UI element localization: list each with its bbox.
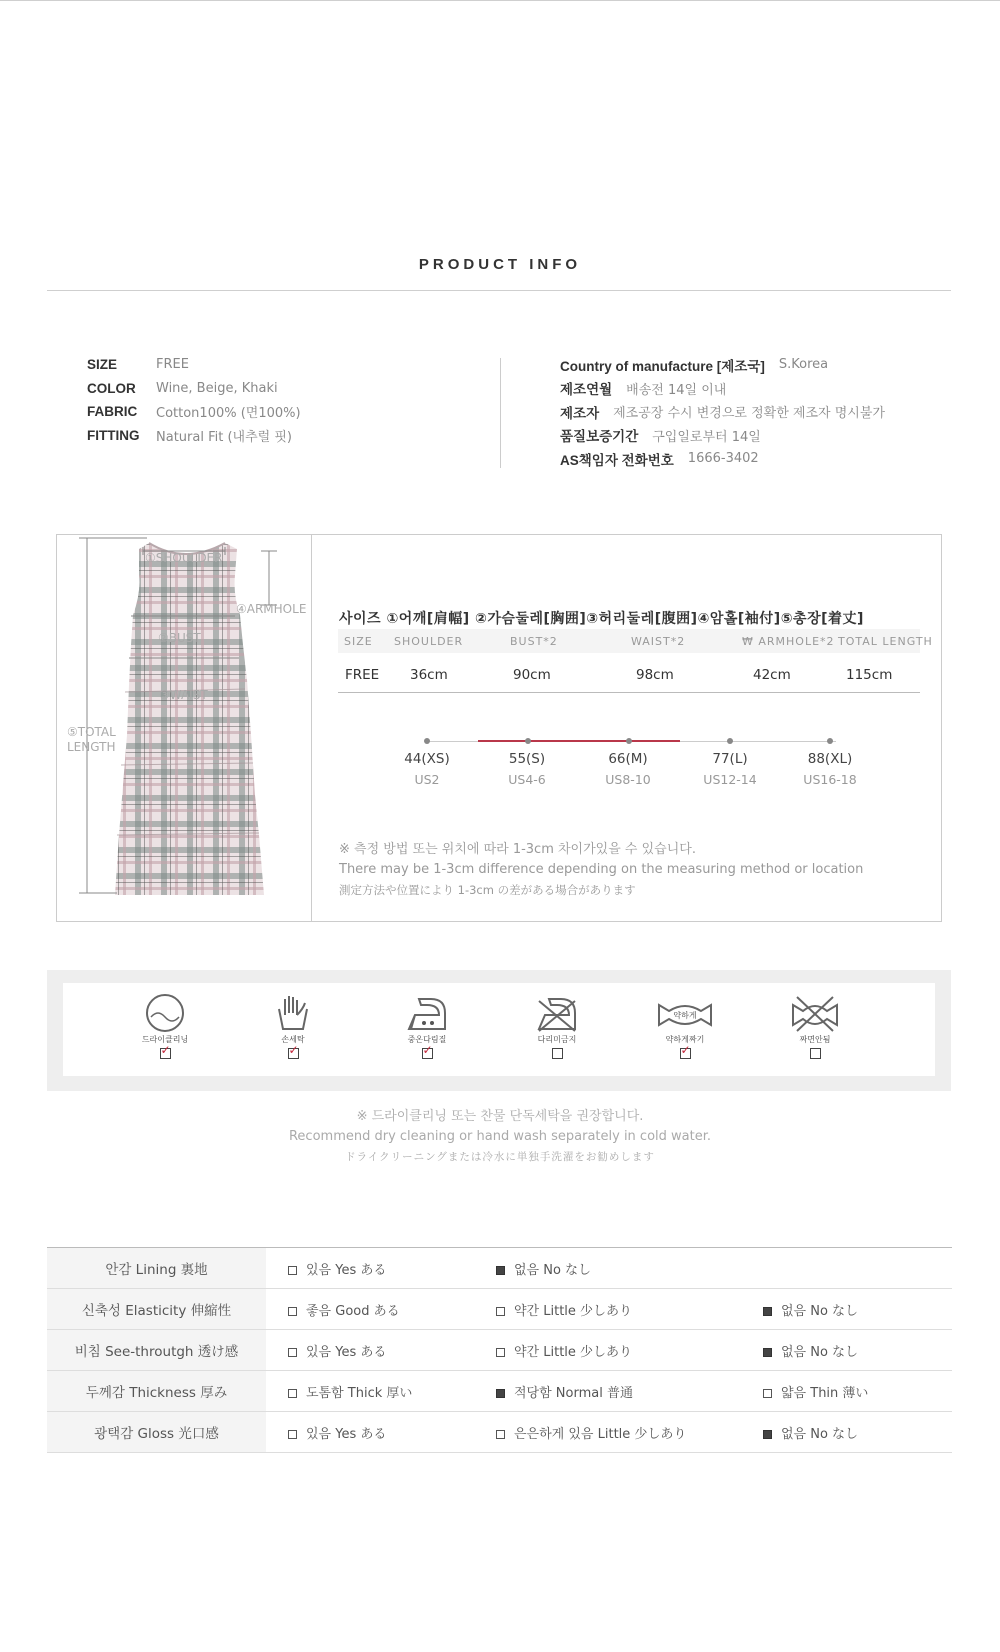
scale-size-us: US12-14	[703, 772, 757, 787]
option-checkbox[interactable]	[288, 1348, 297, 1357]
care-gentle-wring	[625, 993, 745, 1063]
table-row	[47, 1289, 952, 1330]
sub-col-waist: WAIST*2	[631, 635, 686, 648]
option-cell	[474, 1330, 741, 1371]
info-key: SIZE	[87, 357, 118, 373]
info-value: Cotton100% (면100%)	[156, 406, 301, 422]
option-cell	[266, 1248, 474, 1289]
info-row-country	[560, 353, 885, 377]
option-cell	[474, 1371, 741, 1412]
sub-col-bust: BUST*2	[510, 635, 558, 648]
option-label: 약간 Little 少しあり	[514, 1303, 633, 1319]
info-value: 1666-3402	[687, 451, 759, 467]
check-mark-icon: ✓	[160, 1043, 171, 1057]
option-cell	[741, 1412, 952, 1453]
option-checkbox[interactable]	[288, 1430, 297, 1439]
care-checkbox[interactable]	[160, 1043, 171, 1059]
option-checkbox[interactable]	[288, 1307, 297, 1316]
scale-dot	[626, 738, 632, 744]
sub-col-total: TOTAL LENGTH	[838, 635, 933, 648]
top-divider	[0, 0, 1000, 1]
info-value: 제조공장 수시 변경으로 정확한 제조자 명시불가	[613, 406, 885, 422]
option-checkbox[interactable]	[288, 1266, 297, 1275]
sub-col-armhole: ₩ ARMHOLE*2	[742, 635, 835, 648]
info-value: 구입일로부터 14일	[652, 429, 761, 445]
scale-size-kr: 55(S)	[508, 751, 546, 767]
measure-notes	[339, 840, 863, 900]
care-no-wring	[755, 993, 875, 1063]
scale-size-kr: 44(XS)	[404, 751, 450, 767]
hand-wash-icon	[271, 993, 315, 1033]
scale-dot	[727, 738, 733, 744]
option-label: 적당함 Normal 普通	[514, 1385, 633, 1401]
scale-size-us: US16-18	[803, 772, 857, 787]
option-checkbox[interactable]	[496, 1307, 505, 1316]
wash-note-en: Recommend dry cleaning or hand wash separately in cold water.	[288, 1129, 711, 1144]
dry-clean-icon	[143, 993, 187, 1033]
info-key: 제조자	[560, 405, 600, 421]
size-table-subheader	[338, 629, 933, 653]
info-value: FREE	[156, 357, 189, 373]
total-length-label-2: LENGTH	[67, 740, 116, 754]
option-checkbox[interactable]	[496, 1266, 505, 1275]
gentle-wring-icon	[655, 993, 715, 1033]
wash-note-kr: ※ 드라이클리닝 또는 찬물 단독세탁을 권장합니다.	[356, 1109, 644, 1124]
row-header-elasticity: 신축성 Elasticity 伸縮性	[47, 1289, 266, 1330]
size-table-divider	[338, 692, 920, 693]
option-checkbox[interactable]	[763, 1389, 772, 1398]
info-value: 배송전 14일 이내	[626, 382, 727, 398]
product-info-left	[87, 353, 301, 447]
scale-size-kr: 77(L)	[712, 751, 748, 767]
option-label: 좋음 Good ある	[306, 1303, 400, 1319]
scale-size-kr: 88(XL)	[807, 751, 853, 767]
wash-note-jp: ドライクリーニングまたは冷水に単独手洗濯をお勧めします	[345, 1151, 655, 1163]
section-title: PRODUCT INFO	[418, 256, 582, 273]
info-row-as-phone	[560, 447, 885, 471]
wash-notes	[0, 1107, 1000, 1167]
scale-size-kr: 66(M)	[608, 751, 648, 767]
info-key: COLOR	[87, 380, 136, 396]
scale-dot	[424, 738, 430, 744]
no-iron-icon	[535, 993, 579, 1033]
option-label: 있음 Yes ある	[306, 1344, 387, 1360]
row-header-thickness: 두께감 Thickness 厚み	[47, 1371, 266, 1412]
option-label: 얇음 Thin 薄い	[781, 1385, 869, 1401]
option-checkbox[interactable]	[496, 1430, 505, 1439]
cell-armhole: 42cm	[753, 667, 791, 683]
check-mark-icon: ✓	[422, 1043, 433, 1057]
info-row-maker	[560, 400, 885, 424]
option-label: 없음 No なし	[781, 1344, 859, 1360]
option-checkbox[interactable]	[763, 1307, 772, 1316]
table-row	[47, 1412, 952, 1453]
care-label: 다리미금지	[537, 1035, 577, 1044]
note-en: There may be 1-3cm difference depending on the measuring method or location	[339, 862, 864, 877]
title-divider	[47, 290, 951, 291]
info-value: S.Korea	[778, 357, 829, 373]
care-no-iron	[497, 993, 617, 1063]
option-cell-empty	[741, 1248, 952, 1289]
info-row-fitting	[87, 424, 301, 448]
care-checkbox[interactable]	[680, 1043, 691, 1059]
option-label: 없음 No なし	[781, 1426, 859, 1442]
info-row-fabric	[87, 400, 301, 424]
care-checkbox[interactable]	[810, 1048, 821, 1059]
option-checkbox[interactable]	[496, 1348, 505, 1357]
care-checkbox[interactable]	[552, 1048, 563, 1059]
option-label: 없음 No なし	[514, 1262, 592, 1278]
table-row	[47, 1371, 952, 1412]
waist-label: ③WAIST	[159, 688, 208, 702]
info-row-warranty	[560, 424, 885, 448]
option-cell	[741, 1371, 952, 1412]
care-label: 손세탁	[281, 1035, 305, 1044]
info-value: Wine, Beige, Khaki	[156, 380, 278, 396]
dress-measure-diagram	[57, 535, 311, 921]
scale-dot	[827, 738, 833, 744]
row-header-gloss: 광택감 Gloss 光口感	[47, 1412, 266, 1453]
option-cell	[266, 1289, 474, 1330]
size-scale-highlight	[478, 740, 680, 742]
option-label: 은은하게 있음 Little 少しあり	[514, 1426, 687, 1442]
option-label: 도톰함 Thick 厚い	[306, 1385, 413, 1401]
option-cell	[474, 1248, 741, 1289]
cell-shoulder: 36cm	[410, 667, 448, 683]
option-label: 있음 Yes ある	[306, 1262, 387, 1278]
scale-size-us: US2	[414, 772, 440, 787]
shoulder-label: ①SHOULDER	[145, 551, 223, 565]
info-key: Country of manufacture [제조국]	[560, 358, 765, 374]
option-checkbox[interactable]	[763, 1348, 772, 1357]
table-row	[47, 1248, 952, 1289]
option-label: 약간 Little 少しあり	[514, 1344, 633, 1360]
cell-bust: 90cm	[513, 667, 551, 683]
table-row	[47, 1330, 952, 1371]
product-info-right	[560, 353, 885, 471]
care-checkbox[interactable]	[422, 1043, 433, 1059]
scale-size-us: US8-10	[605, 772, 651, 787]
care-dry-clean	[105, 993, 225, 1063]
option-checkbox[interactable]	[763, 1430, 772, 1439]
total-length-label: ⑤TOTAL	[67, 725, 116, 739]
care-iron-medium	[367, 993, 487, 1063]
info-key: FABRIC	[87, 404, 138, 420]
info-row-date	[560, 377, 885, 401]
cell-size: FREE	[345, 667, 380, 683]
option-checkbox[interactable]	[288, 1389, 297, 1398]
info-value: Natural Fit (내추럴 핏)	[156, 429, 292, 445]
sub-col-shoulder: SHOULDER	[394, 635, 464, 648]
sub-col-size: SIZE	[344, 635, 373, 648]
option-cell	[474, 1412, 741, 1453]
care-label: 짜면안됨	[799, 1035, 831, 1044]
size-table-header: 사이즈 ①어깨[肩幅] ②가슴둘레[胸囲]③허리둘레[腹囲]④암홀[袖付]⑤총장[着丈]	[339, 611, 864, 627]
row-header-see-through: 비침 See-throutgh 透け感	[47, 1330, 266, 1371]
fabric-properties-table	[47, 1247, 952, 1453]
option-cell	[266, 1412, 474, 1453]
care-checkbox[interactable]	[288, 1043, 299, 1059]
info-key: 제조연월	[560, 382, 613, 398]
care-label: 중온다림질	[407, 1035, 447, 1044]
armhole-label: ④ARMHOLE	[236, 602, 307, 616]
option-cell	[741, 1330, 952, 1371]
cell-total: 115cm	[846, 667, 893, 683]
option-label: 있음 Yes ある	[306, 1426, 387, 1442]
info-divider	[500, 358, 501, 468]
option-cell	[741, 1289, 952, 1330]
check-mark-icon: ✓	[288, 1043, 299, 1057]
info-key: 품질보증기간	[560, 429, 639, 445]
care-hand-wash	[233, 993, 353, 1063]
gentle-wring-icon-text: 약하게	[673, 1011, 697, 1020]
size-guide-divider	[311, 534, 312, 922]
note-jp: 測定方法や位置により 1-3cm の差がある場合があります	[339, 883, 636, 897]
info-key: AS책임자 전화번호	[560, 452, 674, 468]
option-cell	[266, 1371, 474, 1412]
row-header-lining: 안감 Lining 裏地	[47, 1248, 266, 1289]
info-row-size	[87, 353, 301, 377]
scale-dot	[525, 738, 531, 744]
note-kr: ※ 측정 방법 또는 위치에 따라 1-3cm 차이가있을 수 있습니다.	[339, 842, 696, 857]
info-row-color	[87, 377, 301, 401]
info-key: FITTING	[87, 427, 140, 443]
care-label: 약하게짜기	[665, 1035, 705, 1044]
scale-size-us: US4-6	[508, 772, 546, 787]
care-label: 드라이클리닝	[141, 1035, 189, 1044]
option-label: 없음 No なし	[781, 1303, 859, 1319]
option-cell	[474, 1289, 741, 1330]
bust-label: ②BUST	[158, 631, 201, 645]
check-mark-icon: ✓	[680, 1043, 691, 1057]
no-wring-icon	[785, 993, 845, 1033]
cell-waist: 98cm	[636, 667, 674, 683]
iron-medium-icon	[405, 993, 449, 1033]
option-cell	[266, 1330, 474, 1371]
option-checkbox[interactable]	[496, 1389, 505, 1398]
